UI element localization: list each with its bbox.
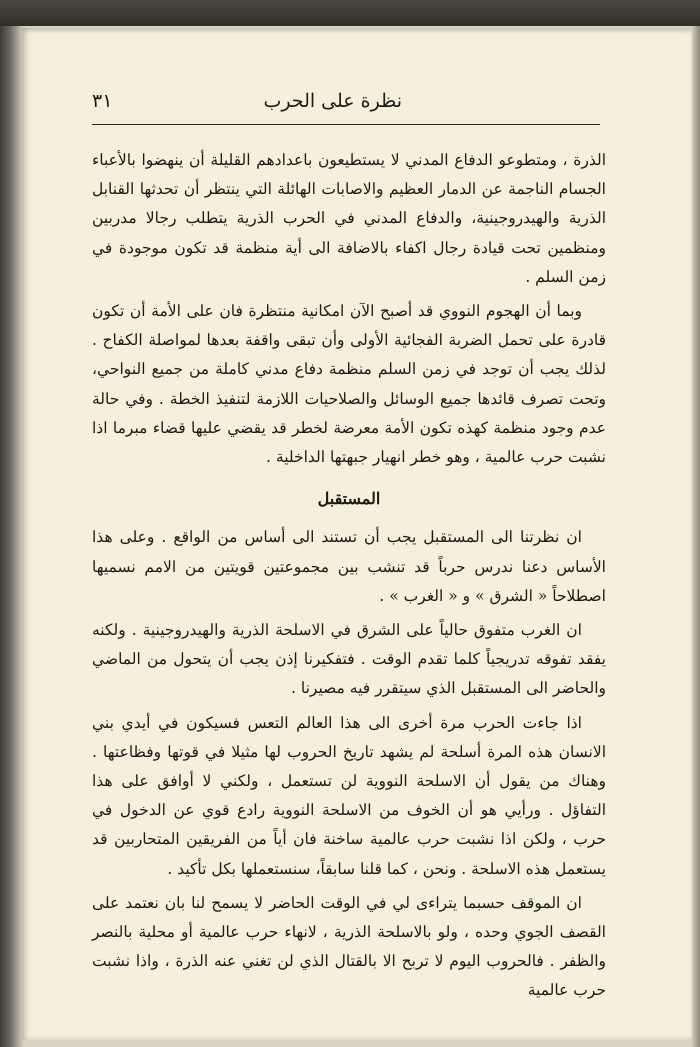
section-heading: المستقبل (317, 489, 381, 509)
paragraph: ان نظرتنا الى المستقبل يجب أن تستند الى أساس من الواقع . وعلى هذا الأساس دعنا ندرس حرباً قد تنشب بين مجموعتين قويتين من الامم نسميها اصطلاحاً « الشرق » و « الغرب » . (92, 528, 606, 605)
page-body (92, 146, 606, 1011)
scanner-top-band (0, 0, 700, 26)
page-right-edge (692, 26, 700, 1047)
paragraph: ان الموقف حسبما يتراءى لي في الوقت الحاضر لا يسمح لنا بان نعتمد على القصف الجوي وحده ، ولو بالاسلحة الذرية ، لانهاء حرب عالمية أو محلية بالنصر والظفر . فالحروب اليوم لا تربح الا بالقتال الذي لن تغني عنه الذرة ، واذا نشبت حرب عالمية (92, 893, 606, 1000)
running-head: نظرة على الحرب (263, 90, 402, 112)
paragraph: ان الغرب متفوق حالياً على الشرق في الاسلحة الذرية والهيدروجينية . ولكنه يفقد تفوقه تدريجياً كلما تقدم الوقت . فتفكيرنا إذن يجب أن يتحول من الماضي والحاضر الى المستقبل الذي سيتقرر فيه مصيرنا . (92, 621, 606, 698)
paragraph: الذرة ، ومتطوعو الدفاع المدني لا يستطيعون باعدادهم القليلة أن ينهضوا بالأعباء الجسام الناجمة عن الدمار العظيم والاصابات الهائلة التي ينتظر أن تحدثها القنابل الذرية والهيدروجينية، والدفاع المدني في الحرب الذرية يتطلب رجالا مدربين ومنظمين تحت قيادة رجال اكفاء بالاضافة الى أية منظمة قد تكون موجودة في زمن السلم . (92, 151, 606, 286)
paragraph: اذا جاءت الحرب مرة أخرى الى هذا العالم التعس فسيكون في أيدي بني الانسان هذه المرة أسلحة لم يشهد تاريخ الحروب لها مثيلا في قوتها وفظاعتها . وهناك من يقول أن الاسلحة النووية لن تستعمل ، ولكني لا أوافق على هذا التفاؤل . ورأيي هو أن الخوف من الاسلحة النووية رادع قوي عن الدخول في حرب ، ولكن اذا نشبت حرب عالمية ساخنة فان أياً من الفريقين المتحاربين قد يستعمل هذه الاسلحة . ونحن ، كما قلنا سابقاً، سنستعملها بكل تأكيد . (92, 713, 606, 878)
paragraph: وبما أن الهجوم النووي قد أصبح الآن امكانية منتظرة فان على الأمة أن تكون قادرة على تحمل الضربة الفجائية الأولى وأن تبقى واقفة بعدها لمواصلة الكفاح . لذلك يجب أن توجد في زمن السلم منظمة دفاع مدني كاملة من جميع النواحي، وتحت تصرف قائدها جميع الوسائل والصلاحيات اللازمة لتنفيذ الخطة . وفي حالة عدم وجود منظمة كهذه تكون الأمة معرضة لخطر قد يقضي عليها قضاء مبرما اذا نشبت حرب عالمية ، وهو خطر انهيار جبهتها الداخلية . (92, 302, 606, 467)
header-rule (92, 124, 600, 125)
page-number: ٣١ (92, 90, 113, 112)
page-header (92, 88, 602, 122)
